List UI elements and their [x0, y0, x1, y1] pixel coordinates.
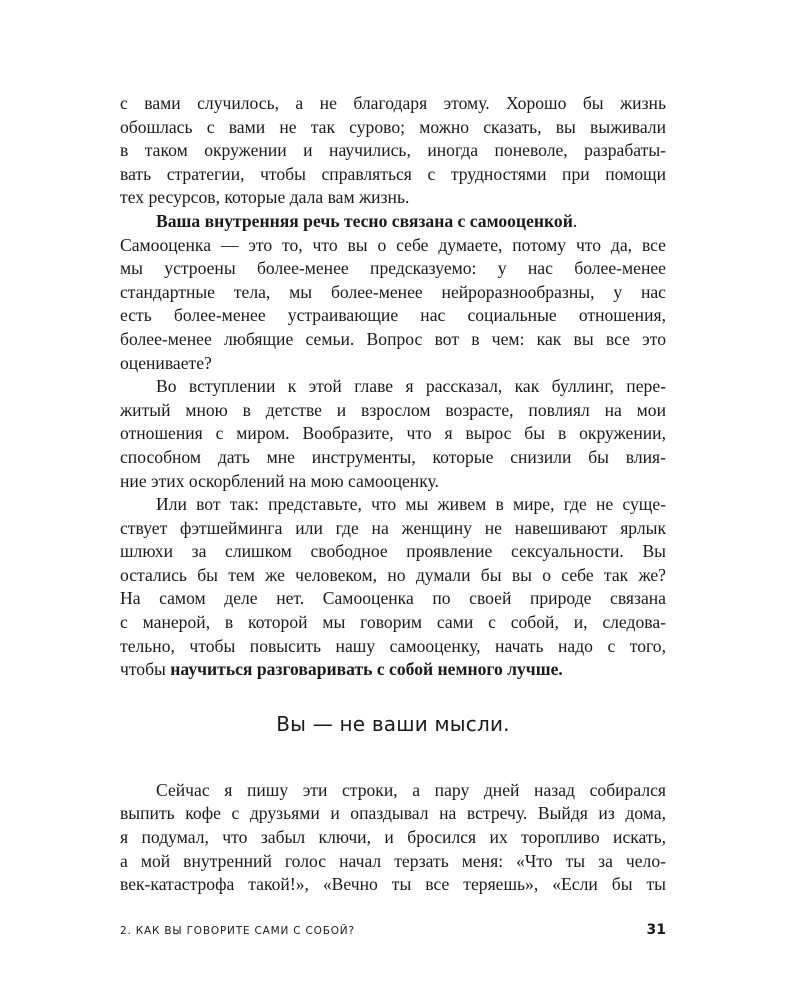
section-heading: Вы — не ваши мысли.: [276, 711, 510, 736]
page-body: [120, 92, 666, 897]
running-chapter-title: 2. КАК ВЫ ГОВОРИТЕ САМИ С СОБОЙ?: [120, 925, 355, 937]
text-line: [120, 658, 666, 682]
paragraph-1: [120, 92, 666, 210]
text-line: с вами случилось, а не благодаря этому. Хорошо бы жизнь: [120, 93, 666, 113]
text-line: житый мною в детстве и взрослом возрасте, повлиял на мои: [120, 399, 666, 420]
text-line: тельно, чтобы повысить нашу самооценку, начать надо с того,: [120, 635, 666, 656]
text-line: Во вступлении к этой главе я рассказал, как буллинг, пере-: [156, 376, 666, 397]
text-line: век-катастрофа такой!», «Вечно ты все теряешь», «Если бы ты: [120, 874, 666, 895]
text-line: оцениваете?: [120, 352, 212, 373]
text-line: обошлась с вами не так сурово; можно сказать, вы выживали: [120, 116, 666, 137]
text-line: На самом деле нет. Самооценка по своей природе связана: [120, 588, 666, 609]
text-line: ствует фэтшейминга или где на женщину не навешивают ярлык: [120, 517, 666, 538]
text-line: Самооценка — это то, что вы о себе думаете, потому что да, все: [120, 234, 666, 255]
text-line: а мой внутренний голос начал терзать меня: «Что ты за чело-: [120, 850, 666, 871]
paragraph-4: [120, 493, 666, 682]
text-line: есть более-менее устраивающие нас социальные отношения,: [120, 305, 666, 326]
page-number: 31: [646, 922, 666, 938]
text-line: тех ресурсов, которые дала вам жизнь.: [120, 187, 410, 208]
paragraph-2: [120, 210, 666, 375]
text-line: остались бы тем же человеком, но думали бы вы о себе так же?: [120, 564, 666, 585]
text-line: Сейчас я пишу эти строки, а пару дней назад собирался: [156, 779, 666, 800]
text-line: стандартные тела, мы более-менее нейроразнообразны, у нас: [120, 281, 666, 302]
bold-phrase: научиться разговаривать с собой немного лучше.: [170, 659, 563, 680]
text-line: выпить кофе с друзьями и опаздывал на встречу. Выйдя из дома,: [120, 803, 666, 824]
text-line: отношения с миром. Вообразите, что я вырос бы в окружении,: [120, 423, 666, 444]
text-line: способном дать мне инструменты, которые снизили бы влия-: [120, 446, 666, 467]
text-line: мы устроены более-менее предсказуемо: у нас более-менее: [120, 258, 666, 279]
page-footer: [120, 922, 666, 942]
text-line: с манерой, в которой мы говорим сами с собой, и, следова-: [120, 612, 666, 633]
text-line: [120, 210, 666, 234]
text-span: .: [572, 210, 578, 231]
text-line: я подумал, что забыл ключи, и бросился их торопливо искать,: [120, 827, 666, 848]
bold-phrase: Ваша внутренняя речь тесно связана с самооценкой: [156, 210, 573, 231]
text-line: Или вот так: представьте, что мы живем в мире, где не суще-: [156, 494, 666, 515]
text-line: ние этих оскорблений на мою самооценку.: [120, 470, 439, 491]
text-line: шлюхи за слишком свободное проявление сексуальности. Вы: [120, 541, 666, 562]
text-line: в таком окружении и научились, иногда поневоле, разрабаты-: [120, 140, 666, 161]
text-line: более-менее любящие семьи. Вопрос вот в чем: как вы все это: [120, 328, 666, 349]
paragraph-5: [120, 779, 666, 897]
text-line: вать стратегии, чтобы справляться с трудностями при помощи: [120, 163, 666, 184]
paragraph-3: [120, 375, 666, 493]
text-span: чтобы: [120, 659, 171, 680]
